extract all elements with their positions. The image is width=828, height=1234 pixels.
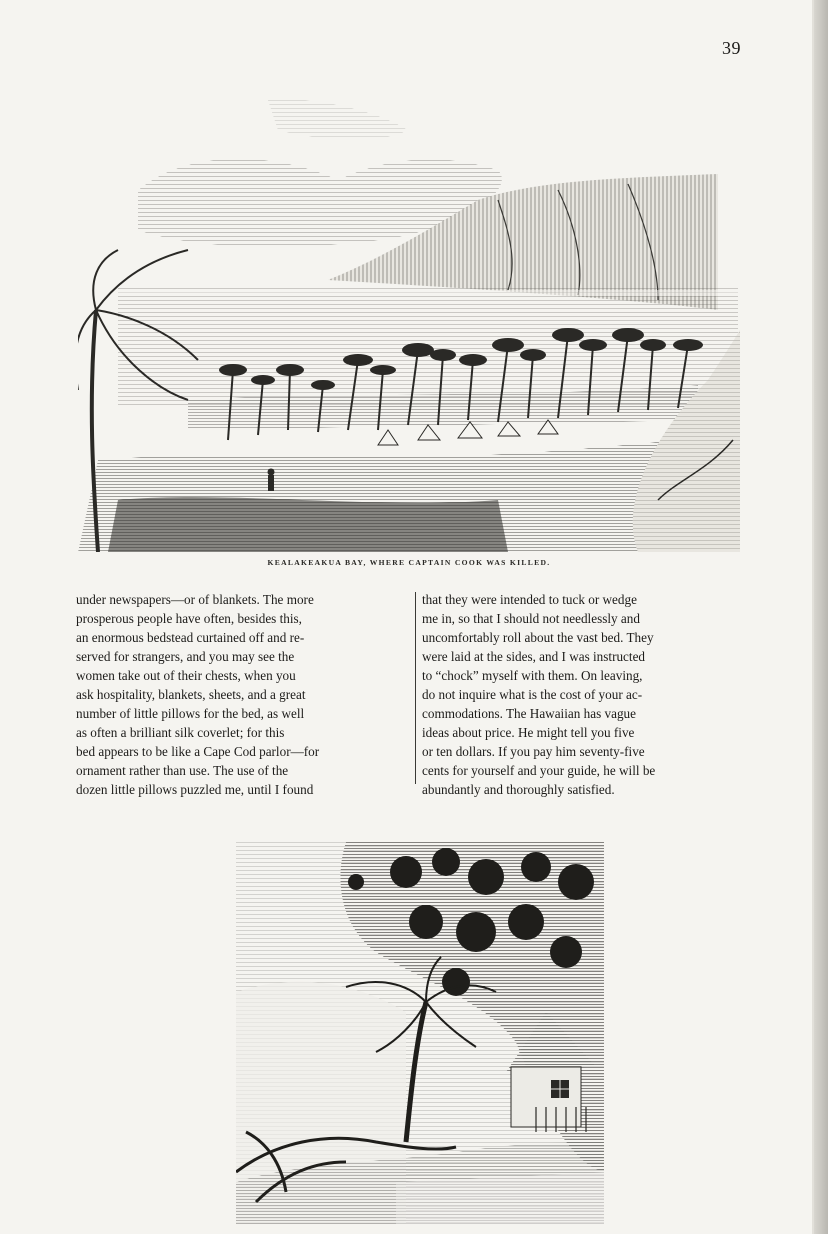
page-number: 39 [722,38,741,58]
text-line: ideas about price. He might tell you five [422,725,635,740]
text-line: an enormous bedstead curtained off and re- [76,630,305,645]
text-line: women take out of their chests, when you [76,668,296,683]
text-line: me in, so that I should not needlessly and [422,611,640,626]
illustration-hut-in-forest [236,842,604,1224]
text-line: were laid at the sides, and I was instructed [422,649,646,664]
figure-caption: KEALAKEAKUA BAY, WHERE CAPTAIN COOK WAS KILLED. [267,558,551,567]
text-line: do not inquire what is the cost of your ac- [422,687,643,702]
text-line: that they were intended to tuck or wedge [422,592,637,607]
column-divider [415,592,416,784]
text-line: number of little pillows for the bed, as well [76,706,305,721]
text-line: commodations. The Hawaiian has vague [422,706,636,721]
text-line: dozen little pillows puzzled me, until I found [76,782,314,797]
text-line: ornament rather than use. The use of the [76,763,289,778]
text-line: as often a brilliant silk coverlet; for this [76,725,285,740]
text-line: abundantly and thoroughly satisfied. [422,782,615,797]
text-column-right [422,590,756,799]
text-column-left [76,590,410,799]
text-line: served for strangers, and you may see the [76,649,295,664]
page-edge [814,0,828,1234]
illustration-kealakeakua-bay [78,100,740,552]
text-line: ask hospitality, blankets, sheets, and a great [76,687,306,702]
bay-engraving [78,100,740,552]
text-line: to “chock” myself with them. On leaving, [422,668,643,683]
text-line: uncomfortably roll about the vast bed. They [422,630,654,645]
text-line: prosperous people have often, besides this, [76,611,302,626]
text-line: or ten dollars. If you pay him seventy-five [422,744,645,759]
text-line: under newspapers—or of blankets. The more [76,592,314,607]
text-line: bed appears to be like a Cape Cod parlor—for [76,744,320,759]
hut-engraving [236,842,604,1224]
text-line: cents for yourself and your guide, he will be [422,763,656,778]
